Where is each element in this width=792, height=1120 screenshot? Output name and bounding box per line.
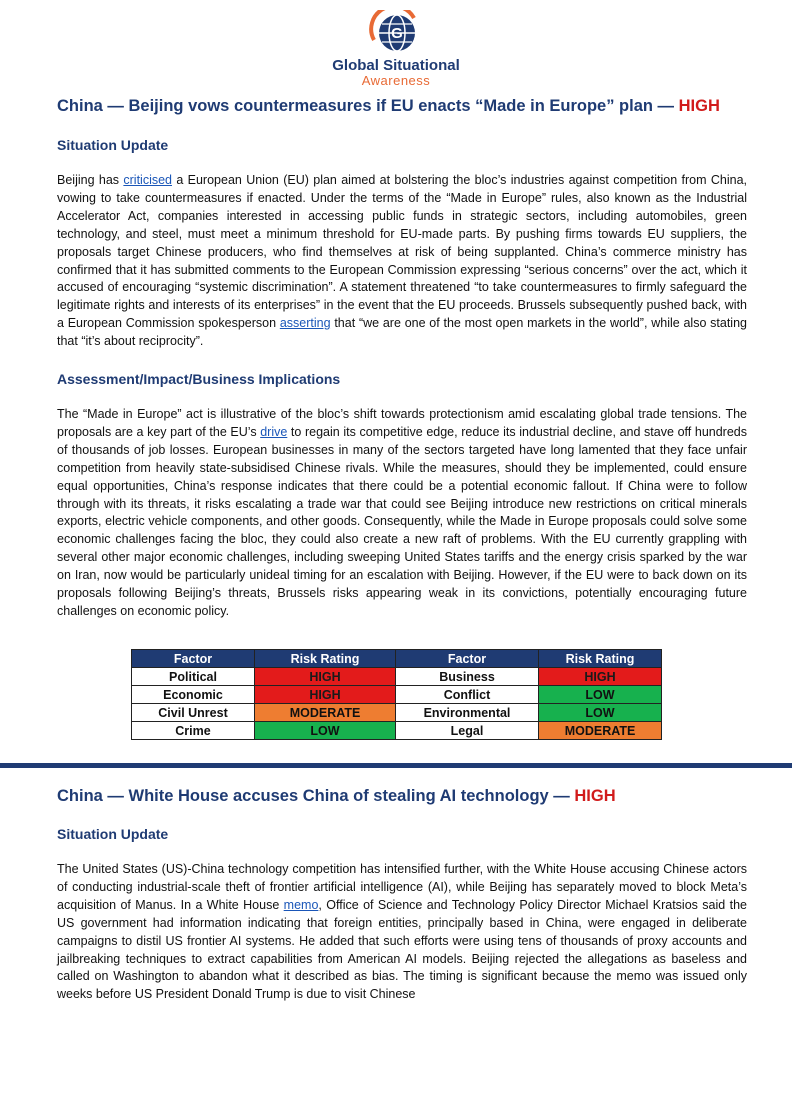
risk-rating-table bbox=[131, 649, 662, 740]
svg-text:G: G bbox=[391, 25, 403, 42]
article1-situation-heading: Situation Update bbox=[57, 137, 169, 153]
factor-cell: Business bbox=[396, 668, 539, 686]
factor-cell: Economic bbox=[132, 686, 255, 704]
factor-cell: Political bbox=[132, 668, 255, 686]
table-row bbox=[132, 722, 662, 740]
header-factor-2: Factor bbox=[396, 650, 539, 668]
memo-link[interactable]: memo bbox=[283, 897, 319, 912]
article1-title bbox=[57, 96, 747, 116]
logo-subtitle: Awareness bbox=[361, 73, 431, 88]
text-span: Beijing has bbox=[57, 173, 124, 187]
drive-link[interactable]: drive bbox=[260, 424, 288, 439]
asserting-link[interactable]: asserting bbox=[279, 316, 331, 331]
rating-cell: LOW bbox=[255, 722, 396, 740]
factor-cell: Legal bbox=[396, 722, 539, 740]
logo bbox=[0, 10, 792, 88]
text-span: a European Union (EU) plan aimed at bolstering the bloc’s industries against competition from China, vowing to take countermeasures if enacted. Under the terms of the “Made in Europe” rules, also known as the Industrial Accelerator Act, companies interested in accessing public funds in strategic sectors, including automobiles, green technology, and steel, must meet a minimum threshold for EU-made parts. By pushing firms towards EU suppliers, the proposals target Chinese producers, who find themselves at risk of being supplanted. China’s commerce ministry has confirmed that it has submitted comments to the European Commission expressing “serious concerns” over the act, which it accused of encouraging “systemic discrimination”. A statement threatened “to take countermeasures to firmly safeguard the legitimate rights and interests of its enterprises” in the event that the EU proceeds. Brussels subsequently pushed back, with a European Commission spokesperson bbox=[57, 173, 747, 331]
rating-cell: LOW bbox=[539, 686, 662, 704]
article2-title-text: China — White House accuses China of stealing AI technology — bbox=[57, 787, 575, 805]
article2-situation-paragraph bbox=[57, 861, 747, 1004]
table-header-row bbox=[132, 650, 662, 668]
text-span: , Office of Science and Technology Policy Director Michael Kratsios said the US government had information indicating that foreign entities, principally based in China, were engaged in deliberate campaigns to distil US frontier AI systems. He added that such efforts were using tens of thousands of proxy accounts and jailbreaking techniques to extract capabilities from American AI models. Beijing rejected the allegations as baseless and called on Washington to abandon what it described as bias. The timing is significant because the memo was issued only weeks before US President Donald Trump is due to visit Chinese bbox=[57, 897, 747, 1002]
rating-cell: HIGH bbox=[255, 668, 396, 686]
criticised-link[interactable]: criticised bbox=[123, 173, 172, 187]
rating-cell: MODERATE bbox=[539, 722, 662, 740]
factor-cell: Civil Unrest bbox=[132, 704, 255, 722]
article1-assessment-heading: Assessment/Impact/Business Implications bbox=[57, 371, 341, 387]
article1-title-block bbox=[57, 96, 747, 116]
table-row bbox=[132, 686, 662, 704]
article2-title bbox=[57, 786, 747, 806]
globe-logo-icon bbox=[366, 10, 426, 56]
article1-situation-paragraph bbox=[57, 172, 747, 351]
header-factor-1: Factor bbox=[132, 650, 255, 668]
table-row bbox=[132, 668, 662, 686]
article1-title-text: China — Beijing vows countermeasures if EU enacts “Made in Europe” plan — bbox=[57, 97, 679, 115]
header-rating-1: Risk Rating bbox=[255, 650, 396, 668]
factor-cell: Environmental bbox=[396, 704, 539, 722]
logo-title: Global Situational bbox=[332, 57, 460, 74]
text-span: The “Made in Europe” act is illustrative of the bloc’s shift towards protectionism amid escalating global trade tensions. The proposals are a key part of the EU’s bbox=[57, 407, 747, 439]
text-span: to regain its competitive edge, reduce its industrial decline, and stave off hundreds of thousands of job losses. European businesses in many of the sectors targeted have long lamented that they face unfair competition from heavily state-subsidised Chinese rivals. While the measures, should they be implemented, could ensure equal opportunities, China’s response indicates that there could be a potential economic fallout. If China were to follow through with its threats, it risks escalating a trade war that could see Beijing introduce new restrictions on critical minerals exports, electric vehicle components, and other goods. Consequently, while the Made in Europe proposals could solve some economic challenges facing the bloc, they could also create a new raft of problems. With the EU currently grappling with several other major economic challenges, including sweeping United States tariffs and the energy crisis sparked by the war on Iran, now would be particularly unideal timing for an escalation with Beijing. However, if the EU were to back down on its proposals following Beijing’s threats, Brussels risks appearing weak in its convictions, potentially encouraging future challenges on economic policy. bbox=[57, 424, 747, 618]
header-rating-2: Risk Rating bbox=[539, 650, 662, 668]
rating-cell: HIGH bbox=[255, 686, 396, 704]
rating-cell: LOW bbox=[539, 704, 662, 722]
rating-cell: MODERATE bbox=[255, 704, 396, 722]
factor-cell: Conflict bbox=[396, 686, 539, 704]
article1-risk-label: HIGH bbox=[678, 97, 720, 115]
article2-risk-label: HIGH bbox=[574, 787, 616, 805]
factor-cell: Crime bbox=[132, 722, 255, 740]
text-span: that “we are one of the most open markets in the world”, while also stating that “it’s about reciprocity”. bbox=[57, 316, 747, 349]
article1-assessment-paragraph bbox=[57, 406, 747, 621]
section-divider bbox=[0, 763, 792, 768]
article2-situation-heading: Situation Update bbox=[57, 826, 169, 842]
text-span: The United States (US)-China technology competition has intensified further, with the White House accusing Chinese actors of conducting industrial-scale theft of frontier artificial intelligence (AI), while Beijing has separately moved to block Meta’s acquisition of Manus. In a White House bbox=[57, 862, 747, 912]
table-row bbox=[132, 704, 662, 722]
rating-cell: HIGH bbox=[539, 668, 662, 686]
